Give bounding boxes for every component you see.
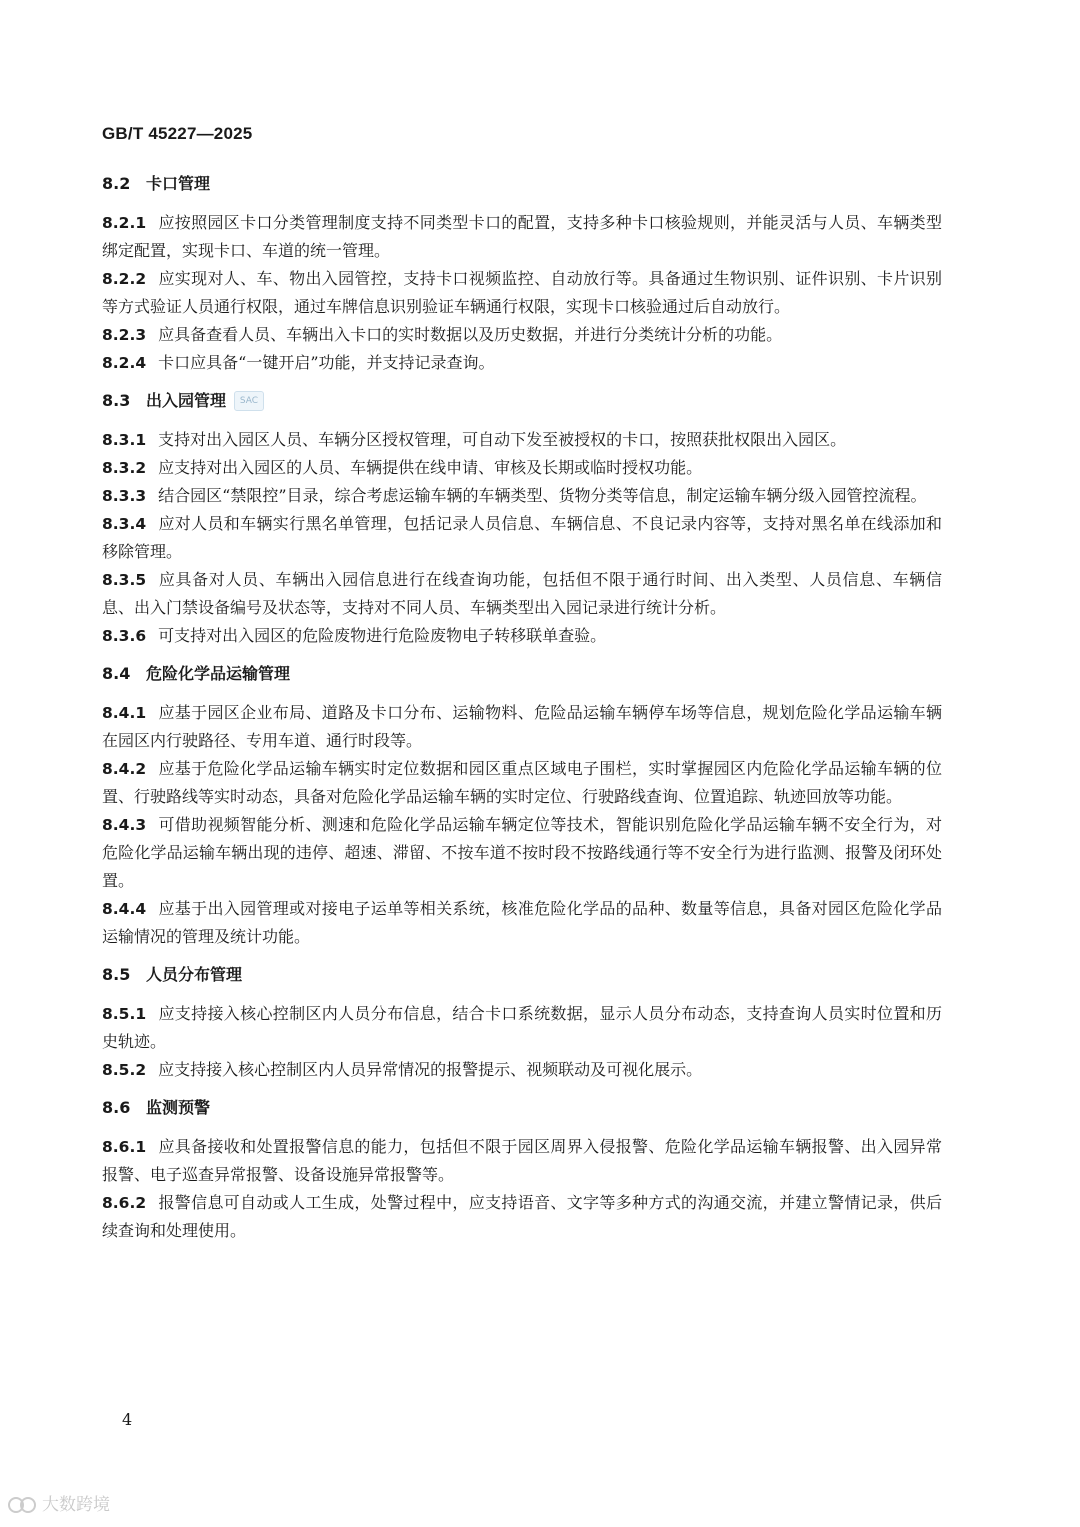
clause [102, 482, 942, 510]
clause-number: 8.3.2 [102, 459, 147, 477]
clause-number: 8.2.4 [102, 354, 147, 372]
clause-text: 应基于园区企业布局、道路及卡口分布、运输物料、危险品运输车辆停车场等信息，规划危险化学品运输车辆在园区内行驶路径、专用车道、通行时段等。 [102, 703, 942, 750]
clause-text: 卡口应具备“一键开启”功能，并支持记录查询。 [158, 353, 495, 372]
clause-text: 应具备接收和处置报警信息的能力，包括但不限于园区周界入侵报警、危险化学品运输车辆报警、出入园异常报警、电子巡查异常报警、设备设施异常报警等。 [102, 1137, 942, 1184]
clause-number: 8.6.1 [102, 1138, 147, 1156]
clause [102, 622, 942, 650]
section-8-3 [102, 387, 942, 650]
clause [102, 755, 942, 811]
clause [102, 699, 942, 755]
clause-number: 8.6.2 [102, 1194, 147, 1212]
clause-text: 应支持接入核心控制区内人员异常情况的报警提示、视频联动及可视化展示。 [158, 1060, 703, 1079]
clause [102, 454, 942, 482]
clause-number: 8.4.3 [102, 816, 147, 834]
clause [102, 209, 942, 265]
clause-number: 8.5.1 [102, 1005, 147, 1023]
section-title: 人员分布管理 [146, 965, 243, 984]
standard-number: GB/T 45227—2025 [102, 124, 253, 143]
section-title: 出入园管理 [146, 391, 227, 410]
clause-number: 8.3.3 [102, 487, 147, 505]
clause-text: 可借助视频智能分析、测速和危险化学品运输车辆定位等技术，智能识别危险化学品运输车辆不安全行为，对危险化学品运输车辆出现的违停、超速、滞留、不按车道不按时段不按路线通行等不安全行为进行监测、报警及闭环处置。 [102, 815, 942, 890]
clause-number: 8.4.4 [102, 900, 147, 918]
document-body [102, 170, 942, 1245]
watermark-logo-icon [8, 1494, 38, 1512]
section-heading [102, 660, 942, 688]
clause-number: 8.2.2 [102, 270, 147, 288]
clause [102, 349, 942, 377]
clause-text: 应支持接入核心控制区内人员分布信息，结合卡口系统数据，显示人员分布动态，支持查询人员实时位置和历史轨迹。 [102, 1004, 942, 1051]
clause [102, 895, 942, 951]
clause [102, 811, 942, 895]
clause-text: 结合园区“禁限控”目录，综合考虑运输车辆的车辆类型、货物分类等信息，制定运输车辆分级入园管控流程。 [158, 486, 927, 505]
clause [102, 265, 942, 321]
page-number: 4 [122, 1410, 133, 1429]
section-number: 8.4 [102, 664, 131, 683]
clause-number: 8.3.6 [102, 627, 147, 645]
section-heading [102, 387, 942, 415]
clause-text: 应基于出入园管理或对接电子运单等相关系统，核准危险化学品的品种、数量等信息，具备对园区危险化学品运输情况的管理及统计功能。 [102, 899, 942, 946]
section-number: 8.6 [102, 1098, 131, 1117]
clause [102, 1056, 942, 1084]
section-title: 危险化学品运输管理 [146, 664, 291, 683]
clause-text: 应实现对人、车、物出入园管控，支持卡口视频监控、自动放行等。具备通过生物识别、证件识别、卡片识别等方式验证人员通行权限，通过车牌信息识别验证车辆通行权限，实现卡口核验通过后自动放行。 [102, 269, 942, 316]
clause-text: 应具备对人员、车辆出入园信息进行在线查询功能，包括但不限于通行时间、出入类型、人员信息、车辆信息、出入门禁设备编号及状态等，支持对不同人员、车辆类型出入园记录进行统计分析。 [102, 570, 942, 617]
clause [102, 1189, 942, 1245]
section-8-2 [102, 170, 942, 377]
clause-text: 应支持对出入园区的人员、车辆提供在线申请、审核及长期或临时授权功能。 [158, 458, 703, 477]
clause-text: 应按照园区卡口分类管理制度支持不同类型卡口的配置，支持多种卡口核验规则，并能灵活与人员、车辆类型绑定配置，实现卡口、车道的统一管理。 [102, 213, 942, 260]
watermark [8, 1490, 110, 1515]
section-8-6 [102, 1094, 942, 1245]
clause-number: 8.2.1 [102, 214, 147, 232]
section-heading [102, 1094, 942, 1122]
clause [102, 510, 942, 566]
clause-text: 可支持对出入园区的危险废物进行危险废物电子转移联单查验。 [158, 626, 607, 645]
section-8-4 [102, 660, 942, 951]
clause [102, 1000, 942, 1056]
clause-number: 8.3.1 [102, 431, 147, 449]
section-number: 8.3 [102, 391, 131, 410]
clause-text: 应具备查看人员、车辆出入卡口的实时数据以及历史数据，并进行分类统计分析的功能。 [158, 325, 783, 344]
clause [102, 566, 942, 622]
section-number: 8.5 [102, 965, 131, 984]
clause [102, 426, 942, 454]
clause-number: 8.4.2 [102, 760, 147, 778]
clause-number: 8.4.1 [102, 704, 147, 722]
section-number: 8.2 [102, 174, 131, 193]
clause-number: 8.2.3 [102, 326, 147, 344]
section-heading [102, 170, 942, 198]
section-title: 监测预警 [146, 1098, 211, 1117]
section-heading [102, 961, 942, 989]
clause-text: 报警信息可自动或人工生成，处警过程中，应支持语音、文字等多种方式的沟通交流，并建立警情记录，供后续查询和处理使用。 [102, 1193, 942, 1240]
clause [102, 321, 942, 349]
clause-number: 8.3.5 [102, 571, 147, 589]
sac-stamp-icon: SAC [234, 391, 264, 411]
watermark-text: 大数跨境 [42, 1495, 110, 1515]
clause-number: 8.3.4 [102, 515, 147, 533]
clause-number: 8.5.2 [102, 1061, 147, 1079]
section-8-5 [102, 961, 942, 1084]
clause-text: 支持对出入园区人员、车辆分区授权管理，可自动下发至被授权的卡口，按照获批权限出入园区。 [158, 430, 847, 449]
section-title: 卡口管理 [146, 174, 211, 193]
clause-text: 应对人员和车辆实行黑名单管理，包括记录人员信息、车辆信息、不良记录内容等，支持对黑名单在线添加和移除管理。 [102, 514, 942, 561]
clause [102, 1133, 942, 1189]
clause-text: 应基于危险化学品运输车辆实时定位数据和园区重点区域电子围栏，实时掌握园区内危险化学品运输车辆的位置、行驶路线等实时动态，具备对危险化学品运输车辆的实时定位、行驶路线查询、位置追踪、轨迹回放等功能。 [102, 759, 942, 806]
